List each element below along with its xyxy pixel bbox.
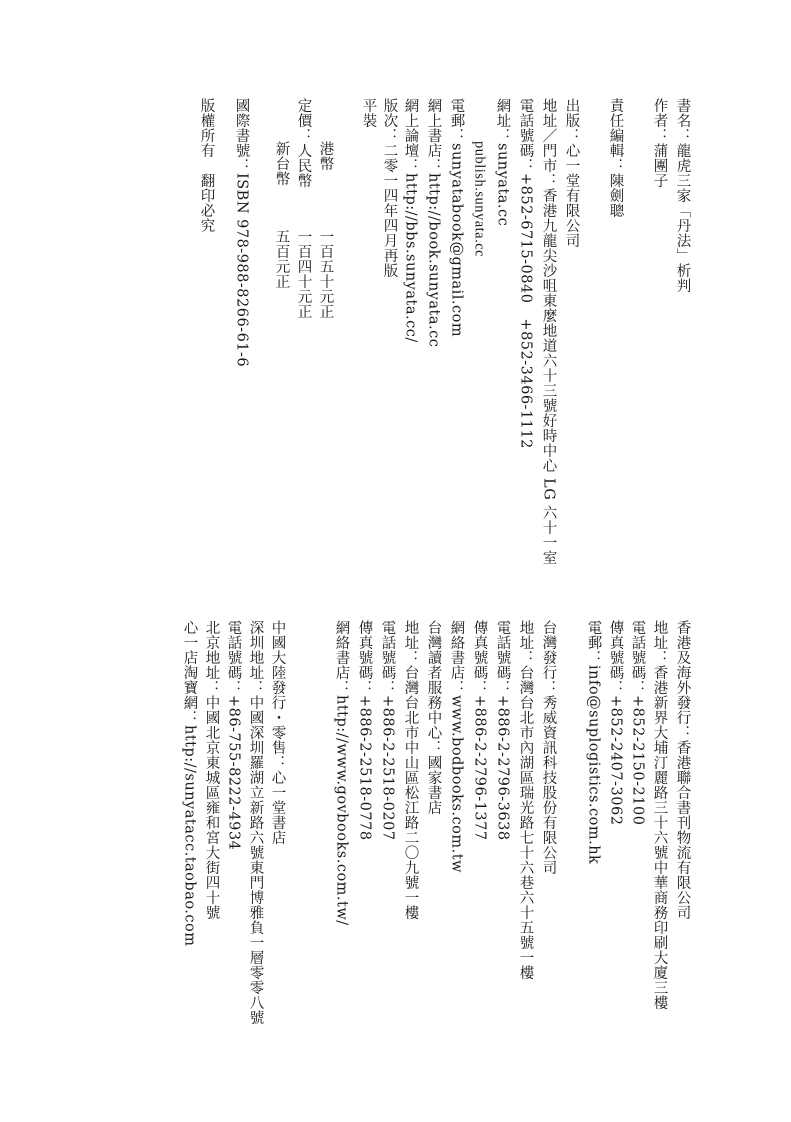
cn-distributor-line: 中國大陸發行・零售：心一堂書店 bbox=[269, 620, 286, 845]
price-hk-value: 一百五十元正 bbox=[317, 229, 334, 319]
hk-distributor-line: 香港及海外發行：香港聯合書刊物流有限公司 bbox=[674, 620, 691, 920]
tw-reader-service-line: 台灣讀者服務中心：國家書店 bbox=[425, 620, 442, 815]
tw2-fax-line: 傳真號碼：+886-2-2518-0778 bbox=[356, 620, 373, 841]
tw-distributor-line: 台灣發行：秀威資訊科技股份有限公司 bbox=[540, 620, 557, 875]
book-title-line: 書名：龍虎三家「丹法」析判 bbox=[674, 98, 691, 293]
tw2-phone-line: 電話號碼：+886-2-2518-0207 bbox=[379, 620, 396, 841]
hk-fax-line: 傳真號碼：+852-2407-3062 bbox=[607, 620, 624, 826]
hk-address-line: 地址：香港新界大埔汀麗路三十六號中華商務印刷大廈三樓 bbox=[651, 620, 668, 1010]
isbn-line: 國際書號：ISBN 978-988-8266-61-6 bbox=[233, 98, 250, 368]
cn-beijing-address-line: 北京地址：中國北京東城區雍和宮大街四十號 bbox=[203, 620, 220, 920]
price-cn-label: 定價：人民幣 bbox=[295, 98, 312, 188]
cn-taobao-line: 心一店淘寶網：http://sunyatacc.taobao.com bbox=[181, 620, 198, 947]
price-hk-label: 港幣 bbox=[317, 141, 334, 171]
website-secondary-line[interactable]: publish.sunyata.cc bbox=[471, 141, 488, 258]
hk-phone-line: 電話號碼：+852-2150-2100 bbox=[629, 620, 646, 826]
publisher-phone-line: 電話號碼：+852-6715-0840 +852-3466-1112 bbox=[517, 98, 534, 449]
price-tw-label: 新台幣 bbox=[273, 141, 290, 186]
author-line: 作者：蒲團子 bbox=[651, 98, 668, 188]
cn-phone-line: 電話號碼：+86-755-8222-4934 bbox=[225, 620, 242, 851]
publisher-address-line: 地址／門市：香港九龍尖沙咀東麼地道六十三號好時中心 LG 六十一室 bbox=[540, 98, 557, 566]
online-store-line: 網上書店：http://book.sunyata.cc bbox=[425, 98, 442, 348]
website-line: 網址：sunyata.cc bbox=[494, 98, 511, 227]
forum-line: 網上論壇：http://bbs.sunyata.cc/ bbox=[402, 98, 419, 343]
cn-shenzhen-address-line: 深圳地址：中國深圳羅湖立新路六號東門博雅負一層零零八號 bbox=[247, 620, 264, 1025]
editor-line: 責任編輯：陳劍聰 bbox=[607, 98, 624, 218]
publisher-line: 出版：心一堂有限公司 bbox=[563, 98, 580, 248]
tw2-address-line: 地址：台灣台北市中山區松江路二〇九號一樓 bbox=[402, 620, 419, 920]
email-line: 電郵：sunyatabook@gmail.com bbox=[448, 98, 465, 338]
tw-fax-line: 傳真號碼：+886-2-2796-1377 bbox=[471, 620, 488, 841]
copyright-line: 版權所有 翻印必究 bbox=[198, 98, 215, 233]
price-tw-value: 五百元正 bbox=[273, 229, 290, 289]
hk-email-line: 電郵：info@suplogistics.com.hk bbox=[585, 620, 602, 865]
edition-line: 版次：二零一四年四月再版 bbox=[381, 98, 398, 278]
price-cn-value: 一百四十元正 bbox=[295, 229, 312, 319]
tw-online-store-line: 網絡書店：www.bodbooks.com.tw bbox=[448, 620, 465, 873]
binding-line: 平裝 bbox=[360, 98, 377, 128]
tw-address-line: 地址：台灣台北市內湖區瑞光路七十六巷六十五號一樓 bbox=[517, 620, 534, 980]
tw2-online-store-line: 網絡書店：http://www.govbooks.com.tw/ bbox=[333, 620, 350, 926]
tw-phone-line: 電話號碼：+886-2-2796-3638 bbox=[494, 620, 511, 841]
